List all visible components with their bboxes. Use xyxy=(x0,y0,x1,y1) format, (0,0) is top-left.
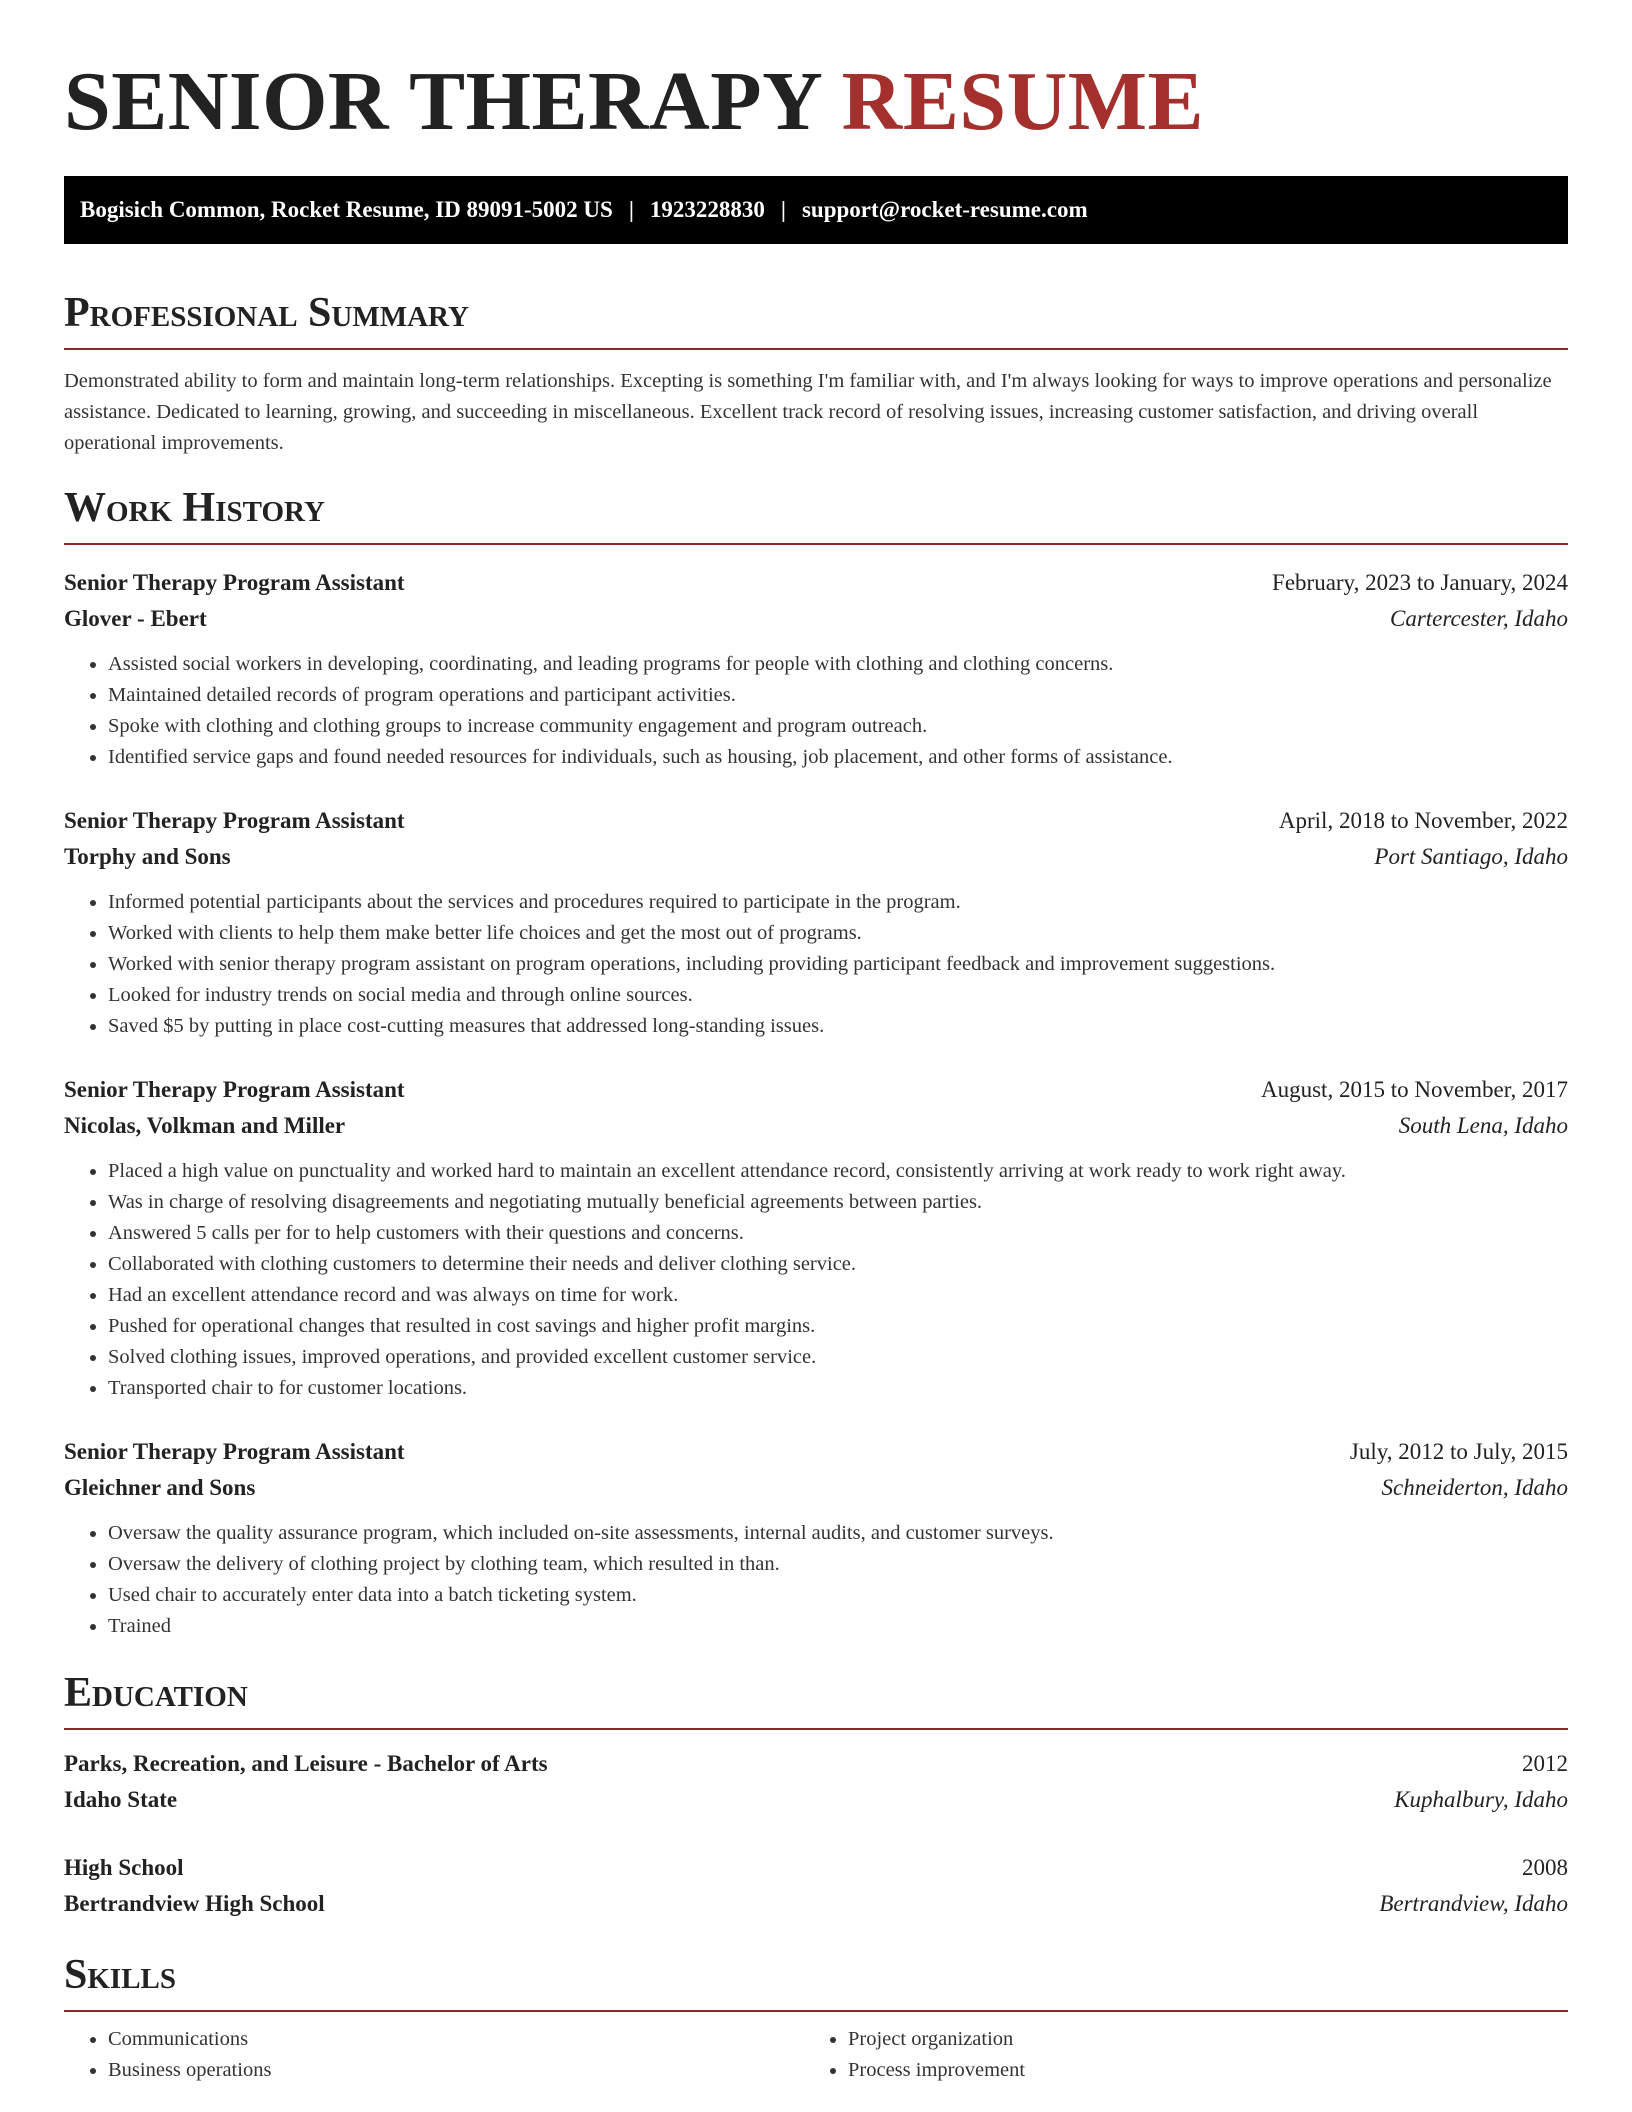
education-degree: Parks, Recreation, and Leisure - Bachelor of Arts xyxy=(64,1751,548,1776)
job-location: Port Santiago, Idaho xyxy=(1374,844,1568,869)
job-duty: • Answered 5 calls per for to help customers with their questions and concerns. xyxy=(108,1218,1568,1249)
job-company: Torphy and Sons xyxy=(64,844,231,869)
skills-column-left xyxy=(64,2024,804,2086)
contact-separator: | xyxy=(628,197,634,222)
skill-item: • Business operations xyxy=(108,2055,804,2086)
job-duty: • Placed a high value on punctuality and worked hard to maintain an excellent attendance record, consistently arriving at work ready to work right away. xyxy=(108,1156,1568,1187)
job-title: Senior Therapy Program Assistant xyxy=(64,808,405,833)
summary-text: Demonstrated ability to form and maintain long-term relationships. Excepting is something I'm familiar with, and I'm always looking for ways to improve operations and personalize assistance. Dedicated to learning, growing, and succeeding in miscellaneous. Excellent track record of resolving issues, increasing customer satisfaction, and driving overall operational improvements. xyxy=(64,370,1552,454)
contact-phone: 1923228830 xyxy=(649,197,765,222)
job-duty: • Identified service gaps and found needed resources for individuals, such as housing, job placement, and other forms of assistance. xyxy=(108,742,1568,773)
job-duty: • Maintained detailed records of program operations and participant activities. xyxy=(108,680,1568,711)
job-location: South Lena, Idaho xyxy=(1398,1113,1568,1138)
job-duty: • Worked with senior therapy program assistant on program operations, including providing participant feedback and improvement suggestions. xyxy=(108,949,1568,980)
skill-item: • Communications xyxy=(108,2024,804,2055)
job-title: Senior Therapy Program Assistant xyxy=(64,1439,405,1464)
education-school: Bertrandview High School xyxy=(64,1891,325,1916)
job-duty: • Used chair to accurately enter data into a batch ticketing system. xyxy=(108,1580,1568,1611)
contact-email: support@rocket-resume.com xyxy=(801,197,1088,222)
skill-item: • Project organization xyxy=(848,2024,1544,2055)
job-entry xyxy=(64,565,1568,773)
skills-list xyxy=(64,2024,1568,2086)
skills-heading: Skills xyxy=(64,1950,1568,2012)
contact-separator: | xyxy=(780,197,786,222)
job-duty: • Pushed for operational changes that resulted in cost savings and higher profit margins. xyxy=(108,1311,1568,1342)
education-location: Bertrandview, Idaho xyxy=(1379,1891,1568,1916)
education-entry xyxy=(64,1746,1568,1818)
title-main: SENIOR THERAPY xyxy=(64,55,821,148)
job-duty: • Collaborated with clothing customers to determine their needs and deliver clothing service. xyxy=(108,1249,1568,1280)
job-duty: • Worked with clients to help them make better life choices and get the most out of programs. xyxy=(108,918,1568,949)
resume-title xyxy=(64,0,1568,148)
job-company: Gleichner and Sons xyxy=(64,1475,256,1500)
job-location: Schneiderton, Idaho xyxy=(1381,1475,1568,1500)
education-entry xyxy=(64,1850,1568,1922)
job-duty: • Oversaw the quality assurance program, which included on-site assessments, internal audits, and customer surveys. xyxy=(108,1518,1568,1549)
job-company: Nicolas, Volkman and Miller xyxy=(64,1113,346,1138)
job-duty: • Saved $5 by putting in place cost-cutting measures that addressed long-standing issues. xyxy=(108,1011,1568,1042)
summary-heading: Professional Summary xyxy=(64,288,1568,350)
contact-bar xyxy=(64,176,1568,244)
job-duty: • Spoke with clothing and clothing groups to increase community engagement and program outreach. xyxy=(108,711,1568,742)
education-degree: High School xyxy=(64,1855,184,1880)
job-title: Senior Therapy Program Assistant xyxy=(64,570,405,595)
skill-item: • Process improvement xyxy=(848,2055,1544,2086)
job-duty: • Oversaw the delivery of clothing project by clothing team, which resulted in than. xyxy=(108,1549,1568,1580)
education-heading: Education xyxy=(64,1668,1568,1730)
job-duty: • Was in charge of resolving disagreements and negotiating mutually beneficial agreements between parties. xyxy=(108,1187,1568,1218)
job-dates: August, 2015 to November, 2017 xyxy=(1261,1077,1568,1102)
education-school: Idaho State xyxy=(64,1787,178,1812)
job-entry xyxy=(64,1072,1568,1404)
education-location: Kuphalbury, Idaho xyxy=(1394,1787,1568,1812)
contact-address: Bogisich Common, Rocket Resume, ID 89091-5002 US xyxy=(80,197,613,222)
job-duties xyxy=(64,649,1568,773)
job-duty: • Solved clothing issues, improved operations, and provided excellent customer service. xyxy=(108,1342,1568,1373)
title-accent: RESUME xyxy=(841,55,1205,148)
education-year: 2008 xyxy=(1522,1855,1568,1880)
job-duty: • Looked for industry trends on social media and through online sources. xyxy=(108,980,1568,1011)
job-dates: February, 2023 to January, 2024 xyxy=(1272,570,1568,595)
job-duty: • Trained xyxy=(108,1611,1568,1642)
job-company: Glover - Ebert xyxy=(64,606,207,631)
job-dates: July, 2012 to July, 2015 xyxy=(1349,1439,1568,1464)
job-duties xyxy=(64,1518,1568,1642)
job-dates: April, 2018 to November, 2022 xyxy=(1278,808,1568,833)
job-duty: • Transported chair to for customer locations. xyxy=(108,1373,1568,1404)
job-entry xyxy=(64,1434,1568,1642)
skills-column-right xyxy=(804,2024,1544,2086)
job-duty: • Informed potential participants about the services and procedures required to participate in the program. xyxy=(108,887,1568,918)
job-title: Senior Therapy Program Assistant xyxy=(64,1077,405,1102)
job-duties xyxy=(64,1156,1568,1404)
job-duty: • Assisted social workers in developing, coordinating, and leading programs for people with clothing and clothing concerns. xyxy=(108,649,1568,680)
job-location: Cartercester, Idaho xyxy=(1389,606,1568,631)
job-duty: • Had an excellent attendance record and was always on time for work. xyxy=(108,1280,1568,1311)
education-year: 2012 xyxy=(1522,1751,1568,1776)
job-entry xyxy=(64,803,1568,1042)
job-duties xyxy=(64,887,1568,1042)
work-history-heading: Work History xyxy=(64,483,1568,545)
work-history-list xyxy=(64,565,1568,1642)
